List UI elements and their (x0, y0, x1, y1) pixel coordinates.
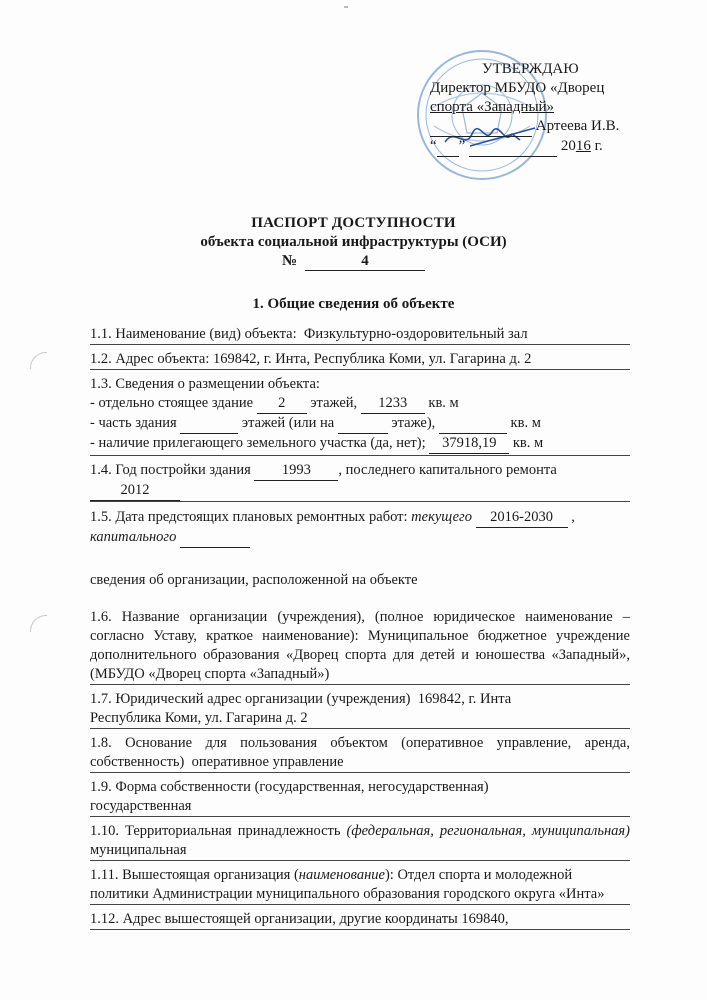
field-1-8 (90, 734, 630, 773)
field-value: 169842, г. Инта (417, 691, 512, 707)
field-label: - отдельно стоящее здание (90, 395, 254, 411)
number-label: № (281, 253, 298, 269)
field-value: Физкультурно-оздоровительный зал (303, 326, 528, 342)
field-label: 1.7. Юридический адрес организации (учреждения) (90, 691, 411, 707)
date-quote-close: ” (458, 138, 466, 154)
field-label: 1.3. Сведения о размещении объекта: (90, 376, 320, 392)
field-unit: кв. м (510, 415, 541, 431)
field-1-10 (90, 822, 630, 861)
org-heading: сведения об организации, расположенной на объекте (90, 572, 418, 588)
field-separator: , (571, 509, 575, 525)
field-1-4 (90, 461, 630, 502)
field-label: ): (384, 867, 394, 883)
document-number (0, 253, 707, 271)
year-prefix: 20 (560, 138, 576, 154)
field-value: оперативное управление (191, 754, 344, 770)
field-label: текущего (411, 509, 472, 525)
field-1-11 (90, 866, 630, 905)
field-unit: кв. м (428, 395, 459, 411)
approval-block (430, 60, 650, 157)
number-value: 4 (305, 253, 425, 271)
field-value: государственная (90, 798, 192, 814)
field-value: 2012 (90, 481, 180, 501)
field-label: - часть здания (90, 415, 177, 431)
field-1-1 (90, 325, 630, 345)
field-label: - наличие прилегающего земельного участка (да, нет); (90, 435, 426, 451)
field-label: 1.8. Основание для пользования объектом (оперативное управление, аренда, собственность) (90, 735, 630, 770)
field-value: 169842, г. Инта, Республика Коми, ул. Гагарина д. 2 (213, 351, 532, 367)
scan-hole-mark (30, 615, 47, 632)
field-label: , последнего капитального ремонта (338, 462, 557, 478)
field-unit: кв. м (512, 435, 544, 451)
year-unit: г. (594, 138, 603, 154)
field-value: Республика Коми, ул. Гагарина д. 2 (90, 710, 308, 726)
field-label: этаже), (391, 415, 436, 431)
field-1-2 (90, 350, 630, 370)
field-value: 1993 (254, 461, 338, 481)
field-label: 1.12. Адрес вышестоящей организации, другие координаты (90, 911, 458, 927)
field-options: (федеральная, региональная, муниципальная) (346, 823, 630, 839)
field-label: 1.1. Наименование (вид) объекта: (90, 326, 297, 342)
field-label: 1.11. Вышестоящая организация ( (90, 867, 299, 883)
field-unit: этажей, (310, 395, 358, 411)
field-value: 2 (257, 394, 307, 414)
field-label: 1.10. Территориальная принадлежность (90, 823, 341, 839)
field-value: 2016-2030 (476, 508, 568, 528)
approval-signer: Артеева И.В. (535, 118, 620, 134)
field-label: наименование (298, 867, 385, 883)
field-1-9 (90, 778, 630, 817)
field-label: этажей (или на (241, 415, 335, 431)
field-label: 1.4. Год постройки здания (90, 462, 251, 478)
scan-dot (344, 6, 348, 8)
year-suffix: 16 (575, 138, 591, 154)
field-label: 1.5. Дата предстоящих плановых ремонтных работ: (90, 509, 408, 525)
field-1-12 (90, 910, 630, 930)
field-value: Отдел спорта и молодежной политики Администрации муниципального образования городского округа «Инта» (90, 867, 605, 902)
field-value: 169840, (461, 911, 509, 927)
field-1-3 (90, 375, 630, 456)
scan-hole-mark (30, 352, 47, 369)
field-value: 37918,19 (429, 434, 509, 454)
field-1-6: 1.6. Название организации (учреждения), (полное юридическое наименование – согласно Уставу, краткое наименование): Муниципальное бюджетное учреждение дополнительного образования «Дворец спорта для детей и юношества «Западный», (МБУДО «Дворец спорта «Западный») (90, 608, 630, 685)
field-label: 1.2. Адрес объекта: (90, 351, 210, 367)
approval-position-2: спорта «Западный» (430, 99, 555, 115)
field-1-7 (90, 690, 630, 729)
approval-position-1: Директор МБУДО «Дворец (430, 80, 605, 96)
document-subtitle: объекта социальной инфраструктуры (ОСИ) (200, 234, 507, 250)
approval-heading: УТВЕРЖДАЮ (482, 61, 579, 77)
document-title: ПАСПОРТ ДОСТУПНОСТИ (251, 215, 456, 231)
date-quote-open: “ (430, 138, 437, 154)
field-label: 1.9. Форма собственности (государственная, негосударственная) (90, 779, 489, 795)
field-value: 1233 (361, 394, 425, 414)
field-value: муниципальная (90, 842, 187, 858)
field-1-5 (90, 508, 630, 548)
section-1-body (90, 325, 630, 935)
section-1-title: 1. Общие сведения об объекте (252, 296, 455, 312)
field-label: капитального (90, 529, 177, 545)
